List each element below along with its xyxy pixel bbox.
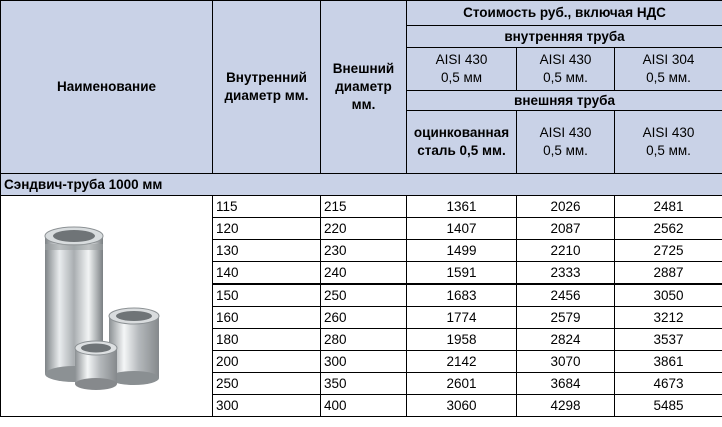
price-2: 2210 <box>517 240 615 262</box>
header-inner-diameter: Внутренний диаметр мм. <box>213 1 321 174</box>
header-outer-col-2: AISI 430 0,5 мм. <box>517 111 615 174</box>
outer-diameter: 250 <box>321 284 407 307</box>
outer-diameter: 400 <box>321 395 407 417</box>
section-title: Сэндвич-труба 1000 мм <box>1 174 722 196</box>
outer-diameter: 280 <box>321 329 407 351</box>
price-1: 1958 <box>407 329 517 351</box>
inner-diameter: 140 <box>213 262 321 285</box>
price-1: 1407 <box>407 218 517 240</box>
header-outer-col-1: оцинкованная сталь 0,5 мм. <box>407 111 517 174</box>
outer-diameter: 350 <box>321 373 407 395</box>
price-2: 4298 <box>517 395 615 417</box>
price-2: 3070 <box>517 351 615 373</box>
price-2: 2087 <box>517 218 615 240</box>
outer-diameter: 240 <box>321 262 407 285</box>
header-inner-col-3: AISI 304 0,5 мм. <box>615 48 722 91</box>
inner-diameter: 300 <box>213 395 321 417</box>
inner-diameter: 180 <box>213 329 321 351</box>
price-1: 1499 <box>407 240 517 262</box>
price-3: 3050 <box>615 284 722 307</box>
header-outer-diameter: Внешний диаметр мм. <box>321 1 407 174</box>
price-3: 2481 <box>615 196 722 218</box>
inner-diameter: 120 <box>213 218 321 240</box>
outer-diameter: 230 <box>321 240 407 262</box>
price-1: 1591 <box>407 262 517 285</box>
outer-diameter: 260 <box>321 307 407 329</box>
header-outer-pipe: внешняя труба <box>407 91 722 111</box>
inner-diameter: 250 <box>213 373 321 395</box>
price-3: 3537 <box>615 329 722 351</box>
header-inner-col-1: AISI 430 0,5 мм <box>407 48 517 91</box>
outer-diameter: 220 <box>321 218 407 240</box>
price-2: 2824 <box>517 329 615 351</box>
price-3: 3212 <box>615 307 722 329</box>
price-1: 2601 <box>407 373 517 395</box>
header-name: Наименование <box>1 1 213 174</box>
header-outer-col-3: AISI 430 0,5 мм. <box>615 111 722 174</box>
price-1: 1683 <box>407 284 517 307</box>
price-2: 3684 <box>517 373 615 395</box>
header-inner-col-2: AISI 430 0,5 мм. <box>517 48 615 91</box>
price-1: 1361 <box>407 196 517 218</box>
product-photo <box>1 196 213 417</box>
outer-diameter: 215 <box>321 196 407 218</box>
inner-diameter: 130 <box>213 240 321 262</box>
sandwich-pipe-image <box>27 208 187 398</box>
outer-diameter: 300 <box>321 351 407 373</box>
price-2: 2333 <box>517 262 615 285</box>
price-1: 3060 <box>407 395 517 417</box>
price-3: 2887 <box>615 262 722 285</box>
price-3: 3861 <box>615 351 722 373</box>
header-price-title: Стоимость руб., включая НДС <box>407 1 722 26</box>
price-2: 2026 <box>517 196 615 218</box>
inner-diameter: 160 <box>213 307 321 329</box>
inner-diameter: 150 <box>213 284 321 307</box>
inner-diameter: 115 <box>213 196 321 218</box>
price-1: 2142 <box>407 351 517 373</box>
inner-diameter: 200 <box>213 351 321 373</box>
header-inner-pipe: внутренняя труба <box>407 26 722 48</box>
price-2: 2456 <box>517 284 615 307</box>
price-3: 2725 <box>615 240 722 262</box>
price-3: 2562 <box>615 218 722 240</box>
price-3: 5485 <box>615 395 722 417</box>
price-3: 4673 <box>615 373 722 395</box>
table-row <box>1 196 722 218</box>
price-2: 2579 <box>517 307 615 329</box>
price-1: 1774 <box>407 307 517 329</box>
